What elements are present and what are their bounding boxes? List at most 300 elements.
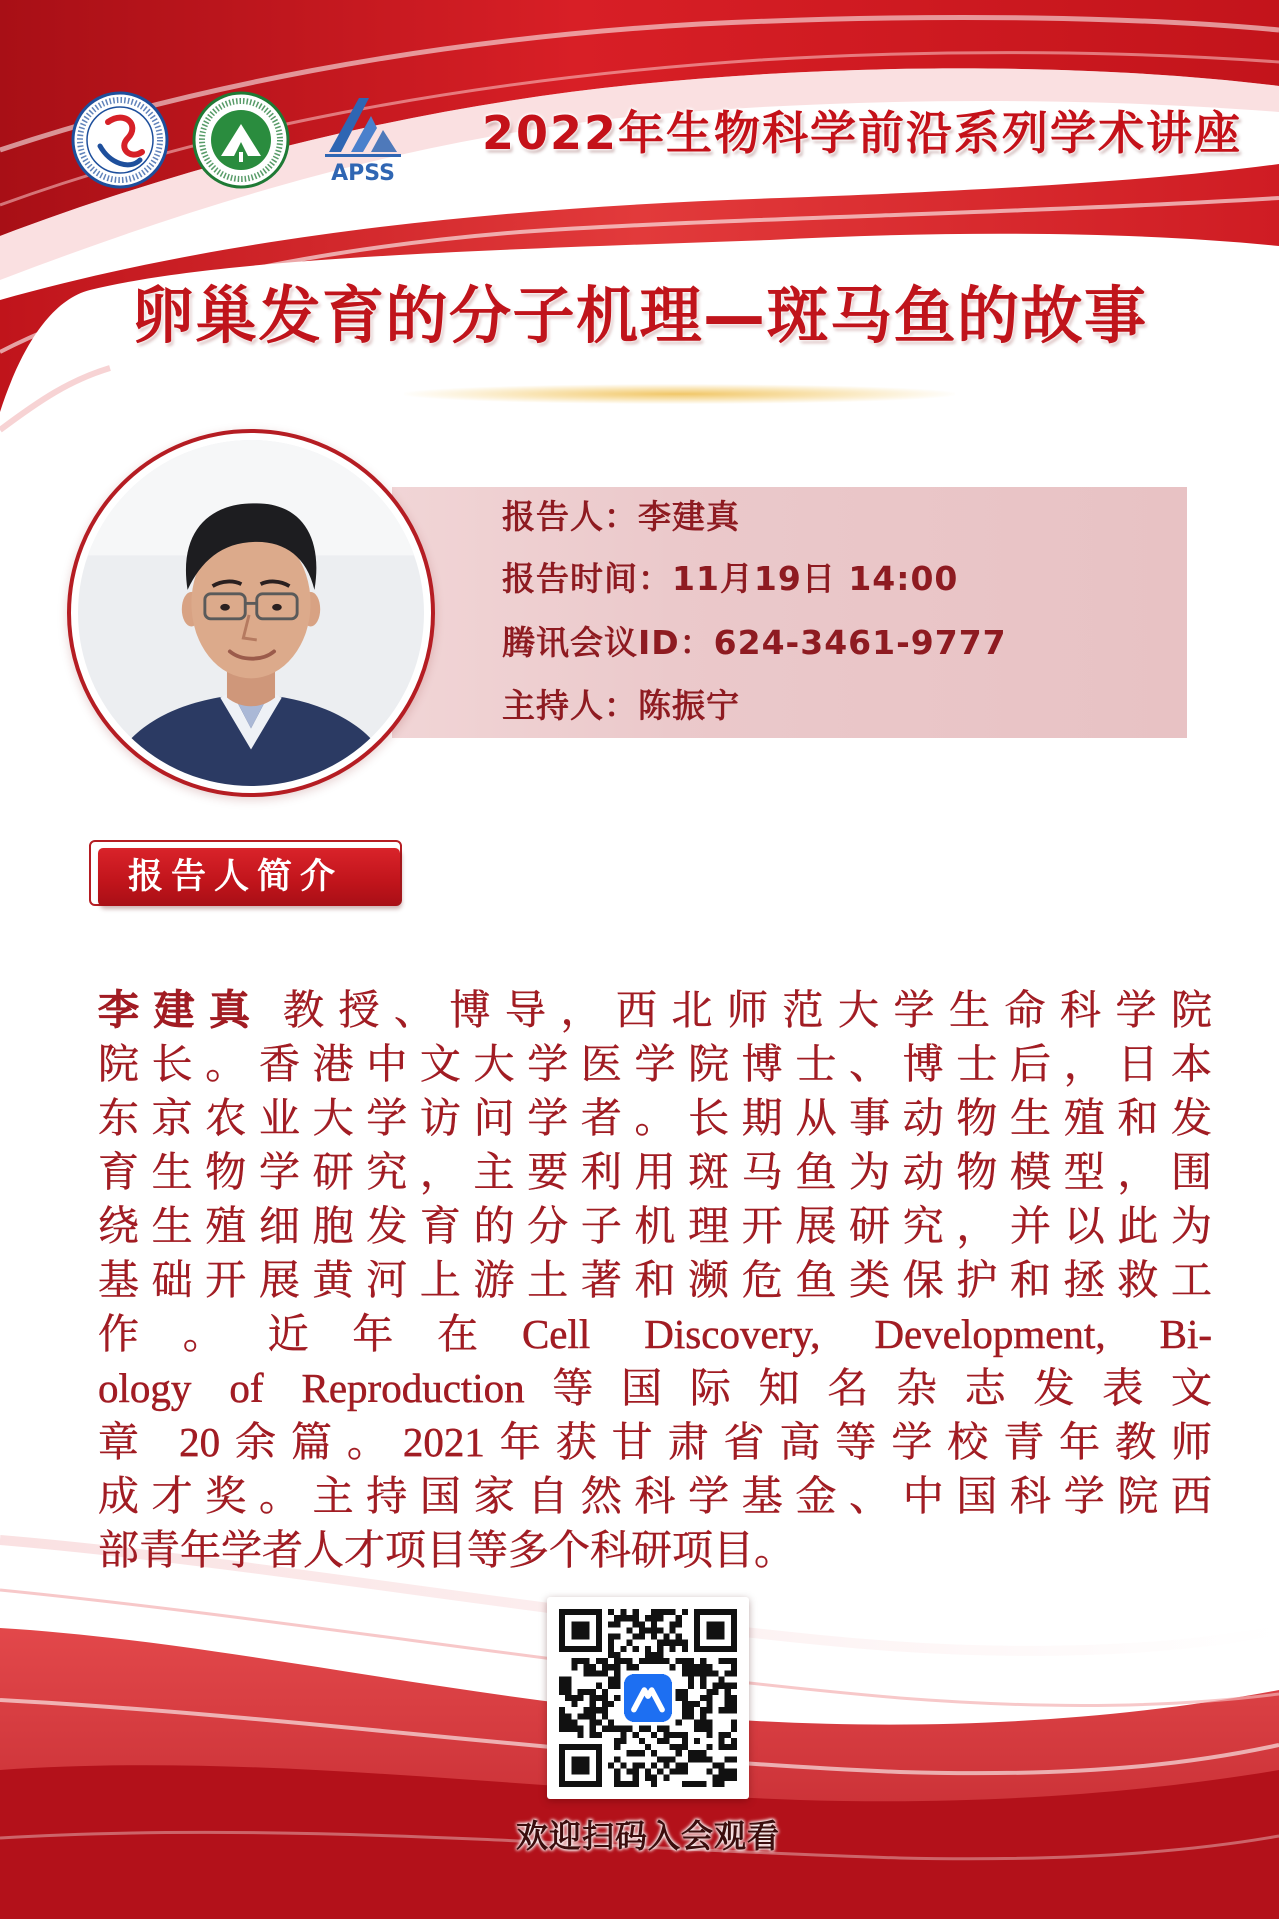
qr-module [590, 1713, 596, 1719]
qr-module [676, 1750, 682, 1756]
qr-finder-pattern [706, 1621, 724, 1639]
info-value: 李建真 [638, 497, 740, 536]
bio-line: 东京农业大学访问学者。长期从事动物生殖和发 [98, 1095, 1212, 1141]
qr-module [627, 1769, 633, 1775]
qr-module [706, 1719, 712, 1725]
info-value: 624-3461-9777 [713, 623, 1007, 662]
qr-module [657, 1756, 663, 1762]
qr-module [719, 1658, 725, 1664]
qr-module [651, 1609, 657, 1615]
qr-module [620, 1609, 626, 1615]
qr-module [565, 1713, 571, 1719]
qr-module [633, 1762, 639, 1768]
qr-module [627, 1640, 633, 1646]
qr-module [731, 1695, 737, 1701]
qr-module [682, 1658, 688, 1664]
qr-module [584, 1658, 590, 1664]
qr-module [614, 1744, 620, 1750]
qr-module [627, 1726, 633, 1732]
qr-module [645, 1615, 651, 1621]
qr-module [700, 1683, 706, 1689]
qr-module [725, 1701, 731, 1707]
qr-module [700, 1713, 706, 1719]
qr-module [645, 1775, 651, 1781]
qr-module [725, 1769, 731, 1775]
qr-module [731, 1683, 737, 1689]
qr-module [731, 1756, 737, 1762]
qr-module [676, 1658, 682, 1664]
qr-module [651, 1658, 657, 1664]
qr-module [663, 1775, 669, 1781]
qr-module [700, 1658, 706, 1664]
series-title: 2022年生物科学前沿系列学术讲座 [481, 106, 1242, 160]
qr-module [694, 1701, 700, 1707]
bio-line: 部青年学者人才项目等多个科研项目。 [98, 1527, 795, 1573]
bio-line: ology of Reproduction等国际知名杂志发表文 [98, 1365, 1212, 1411]
qr-module [706, 1664, 712, 1670]
qr-module [614, 1781, 620, 1787]
qr-module [596, 1683, 602, 1689]
qr-module [731, 1744, 737, 1750]
qr-module [663, 1634, 669, 1640]
qr-module [577, 1713, 583, 1719]
qr-module [645, 1646, 651, 1652]
qr-module [676, 1634, 682, 1640]
section-heading: 报告人简介 [98, 848, 400, 906]
qr-module [663, 1732, 669, 1738]
qr-module [669, 1769, 675, 1775]
info-row-host [502, 684, 740, 728]
qr-module [663, 1640, 669, 1646]
qr-module [559, 1726, 565, 1732]
qr-module [608, 1719, 614, 1725]
qr-module [694, 1670, 700, 1676]
qr-module [719, 1775, 725, 1781]
apss-logo-text: APSS [331, 161, 395, 186]
qr-module [725, 1744, 731, 1750]
qr-module [614, 1615, 620, 1621]
qr-module [590, 1664, 596, 1670]
qr-module [651, 1615, 657, 1621]
qr-module [725, 1775, 731, 1781]
qr-module [657, 1615, 663, 1621]
qr-module [669, 1756, 675, 1762]
qr-module [657, 1627, 663, 1633]
qr-module [725, 1683, 731, 1689]
qr-module [694, 1726, 700, 1732]
qr-finder-pattern [571, 1621, 589, 1639]
qr-module [633, 1621, 639, 1627]
qr-module [706, 1744, 712, 1750]
qr-module [639, 1726, 645, 1732]
qr-module [725, 1756, 731, 1762]
qr-module [651, 1627, 657, 1633]
qr-module [565, 1683, 571, 1689]
info-label: 报告时间： [502, 559, 672, 598]
qr-module [694, 1719, 700, 1725]
qr-module [731, 1658, 737, 1664]
qr-module [669, 1609, 675, 1615]
qr-module [719, 1744, 725, 1750]
gold-divider [404, 384, 955, 404]
university-seal-icon [70, 90, 170, 190]
qr-module [584, 1713, 590, 1719]
qr-module [627, 1658, 633, 1664]
qr-module [571, 1726, 577, 1732]
qr-module [596, 1732, 602, 1738]
info-label: 报告人： [502, 497, 638, 536]
qr-module [608, 1634, 614, 1640]
qr-module [682, 1640, 688, 1646]
qr-module [688, 1670, 694, 1676]
info-value: 11月19日 14:00 [672, 559, 959, 598]
qr-module [651, 1775, 657, 1781]
qr-module [682, 1609, 688, 1615]
qr-module [651, 1652, 657, 1658]
qr-module [614, 1695, 620, 1701]
qr-module [682, 1689, 688, 1695]
qr-module [627, 1627, 633, 1633]
speaker-bio [98, 983, 1212, 1577]
qr-module [663, 1738, 669, 1744]
life-science-school-seal-icon [191, 90, 291, 190]
qr-module [719, 1781, 725, 1787]
bio-line-text: 教授、博导，西北师范大学生命科学院 [282, 987, 1212, 1033]
qr-module [725, 1707, 731, 1713]
qr-module [614, 1775, 620, 1781]
qr-module [651, 1621, 657, 1627]
qr-module [725, 1695, 731, 1701]
qr-module [706, 1701, 712, 1707]
qr-module [688, 1664, 694, 1670]
qr-module [627, 1664, 633, 1670]
qr-module [633, 1769, 639, 1775]
qr-module [694, 1664, 700, 1670]
qr-module [731, 1664, 737, 1670]
qr-module [657, 1726, 663, 1732]
qr-module [731, 1670, 737, 1676]
bio-line: 作。近年在Cell Discovery, Development, Bi- [98, 1311, 1212, 1357]
qr-module [608, 1664, 614, 1670]
qr-module [694, 1756, 700, 1762]
qr-module [633, 1750, 639, 1756]
qr-module [565, 1726, 571, 1732]
qr-module [590, 1701, 596, 1707]
qr-module [559, 1719, 565, 1725]
qr-module [608, 1683, 614, 1689]
qr-module [712, 1670, 718, 1676]
qr-module [688, 1750, 694, 1756]
qr-module [706, 1769, 712, 1775]
qr-module [651, 1750, 657, 1756]
qr-module [614, 1683, 620, 1689]
qr-module [559, 1683, 565, 1689]
qr-module [559, 1707, 565, 1713]
qr-module [663, 1658, 669, 1664]
qr-module [565, 1677, 571, 1683]
qr-module [602, 1726, 608, 1732]
speaker-portrait-illustration [78, 440, 424, 786]
qr-module [657, 1769, 663, 1775]
qr-module [608, 1646, 614, 1652]
qr-module [590, 1732, 596, 1738]
qr-module [633, 1664, 639, 1670]
qr-module [602, 1670, 608, 1676]
qr-module [719, 1738, 725, 1744]
qr-module [700, 1695, 706, 1701]
qr-module [657, 1646, 663, 1652]
qr-module [577, 1658, 583, 1664]
qr-module [688, 1658, 694, 1664]
qr-module [657, 1652, 663, 1658]
qr-finder-pattern [571, 1756, 589, 1774]
qr-module [700, 1781, 706, 1787]
qr-module [700, 1756, 706, 1762]
qr-module [614, 1658, 620, 1664]
qr-module [694, 1781, 700, 1787]
bio-line: 育生物学研究，主要利用斑马鱼为动物模型，围 [98, 1149, 1212, 1195]
qr-module [565, 1695, 571, 1701]
bio-line: 章 20余篇。2021年获甘肃省高等学校青年教师 [98, 1419, 1212, 1465]
qr-module [584, 1707, 590, 1713]
qr-module [590, 1719, 596, 1725]
qr-module [571, 1719, 577, 1725]
qr-module [663, 1762, 669, 1768]
qr-module [731, 1738, 737, 1744]
qr-module [725, 1732, 731, 1738]
qr-module [633, 1609, 639, 1615]
qr-module [731, 1775, 737, 1781]
qr-module [614, 1677, 620, 1683]
qr-module [731, 1707, 737, 1713]
qr-module [608, 1701, 614, 1707]
qr-module [700, 1750, 706, 1756]
qr-module [614, 1756, 620, 1762]
qr-module [663, 1726, 669, 1732]
qr-module [725, 1658, 731, 1664]
qr-module [731, 1769, 737, 1775]
qr-module [669, 1627, 675, 1633]
qr-module [645, 1769, 651, 1775]
qr-module [633, 1615, 639, 1621]
qr-module [688, 1756, 694, 1762]
bio-line: 院长。香港中文大学医学院博士、博士后，日本 [98, 1041, 1212, 1087]
qr-module [596, 1719, 602, 1725]
qr-module [688, 1683, 694, 1689]
qr-module [731, 1701, 737, 1707]
qr-module [700, 1664, 706, 1670]
qr-module [633, 1646, 639, 1652]
qr-module [565, 1719, 571, 1725]
qr-module [633, 1781, 639, 1787]
qr-module [577, 1726, 583, 1732]
qr-module [620, 1658, 626, 1664]
qr-module [663, 1609, 669, 1615]
qr-module [712, 1775, 718, 1781]
info-row-time [502, 557, 958, 601]
qr-module [712, 1781, 718, 1787]
qr-module [682, 1713, 688, 1719]
qr-module [620, 1781, 626, 1787]
qr-module [688, 1677, 694, 1683]
qr-module [614, 1634, 620, 1640]
qr-module [639, 1627, 645, 1633]
qr-module [700, 1670, 706, 1676]
qr-module [645, 1726, 651, 1732]
qr-module [719, 1769, 725, 1775]
bio-line [98, 983, 1212, 1037]
qr-module [633, 1634, 639, 1640]
qr-module [651, 1732, 657, 1738]
qr-module [651, 1634, 657, 1640]
qr-module [676, 1640, 682, 1646]
left-pink-streak [0, 368, 110, 430]
qr-module [571, 1701, 577, 1707]
qr-module [657, 1658, 663, 1664]
qr-module [614, 1670, 620, 1676]
qr-module [627, 1781, 633, 1787]
qr-module [682, 1762, 688, 1768]
qr-module [620, 1646, 626, 1652]
qr-module [676, 1615, 682, 1621]
qr-module [719, 1677, 725, 1683]
qr-module [657, 1738, 663, 1744]
qr-module [688, 1713, 694, 1719]
qr-module [584, 1670, 590, 1676]
qr-module [669, 1732, 675, 1738]
qr-module [627, 1615, 633, 1621]
qr-module [620, 1762, 626, 1768]
qr-module [614, 1621, 620, 1627]
qr-module [620, 1732, 626, 1738]
info-value: 陈振宁 [638, 686, 740, 725]
qr-module [700, 1726, 706, 1732]
qr-module [676, 1744, 682, 1750]
qr-module [688, 1701, 694, 1707]
qr-module [725, 1689, 731, 1695]
talk-info-box [392, 487, 1187, 738]
qr-module [719, 1707, 725, 1713]
qr-module [559, 1689, 565, 1695]
qr-module [688, 1707, 694, 1713]
speaker-photo-frame [67, 429, 435, 797]
qr-module [669, 1646, 675, 1652]
qr-module [596, 1707, 602, 1713]
bio-speaker-name: 李建真 [98, 986, 265, 1034]
qr-module [651, 1762, 657, 1768]
qr-module [590, 1695, 596, 1701]
qr-module [608, 1677, 614, 1683]
qr-module [577, 1695, 583, 1701]
qr-module [682, 1744, 688, 1750]
qr-module [669, 1621, 675, 1627]
qr-module [712, 1689, 718, 1695]
qr-module [614, 1738, 620, 1744]
qr-module [571, 1658, 577, 1664]
qr-module [559, 1677, 565, 1683]
qr-module [676, 1769, 682, 1775]
qr-module [725, 1670, 731, 1676]
qr-module [700, 1719, 706, 1725]
bio-line: 基础开展黄河上游土著和濒危鱼类保护和拯救工 [98, 1257, 1212, 1303]
qr-module [712, 1762, 718, 1768]
qr-module [639, 1762, 645, 1768]
qr-module [706, 1689, 712, 1695]
qr-module [712, 1683, 718, 1689]
qr-module [608, 1762, 614, 1768]
qr-caption: 欢迎扫码入会观看 [515, 1817, 780, 1855]
qr-module [669, 1640, 675, 1646]
qr-module [608, 1609, 614, 1615]
qr-module [669, 1664, 675, 1670]
qr-module [688, 1781, 694, 1787]
qr-module [639, 1738, 645, 1744]
qr-module [620, 1615, 626, 1621]
qr-module [614, 1726, 620, 1732]
qr-module [676, 1695, 682, 1701]
qr-module [608, 1621, 614, 1627]
qr-module [719, 1732, 725, 1738]
qr-module [596, 1658, 602, 1664]
qr-module [602, 1701, 608, 1707]
qr-module [602, 1664, 608, 1670]
qr-module [682, 1738, 688, 1744]
qr-module [565, 1689, 571, 1695]
qr-module [731, 1726, 737, 1732]
qr-module [590, 1689, 596, 1695]
info-row-speaker [502, 495, 740, 539]
qr-module [657, 1609, 663, 1615]
qr-module [614, 1652, 620, 1658]
qr-module [614, 1664, 620, 1670]
qr-module [700, 1707, 706, 1713]
qr-module [602, 1707, 608, 1713]
qr-module [676, 1621, 682, 1627]
qr-module [584, 1689, 590, 1695]
apss-logo-icon [313, 90, 413, 186]
qr-module [669, 1744, 675, 1750]
qr-module [639, 1621, 645, 1627]
qr-module [645, 1744, 651, 1750]
qr-module [608, 1640, 614, 1646]
qr-module [590, 1707, 596, 1713]
qr-module [682, 1707, 688, 1713]
qr-module [706, 1707, 712, 1713]
qr-module [694, 1738, 700, 1744]
qr-module [577, 1689, 583, 1695]
qr-module [620, 1726, 626, 1732]
qr-module [639, 1750, 645, 1756]
qr-module [639, 1634, 645, 1640]
qr-code-pattern [559, 1609, 737, 1787]
info-label: 腾讯会议ID： [502, 623, 714, 662]
qr-module [577, 1732, 583, 1738]
qr-module [682, 1769, 688, 1775]
qr-module [608, 1726, 614, 1732]
qr-module [645, 1627, 651, 1633]
talk-title: 卵巢发育的分子机理—斑马鱼的故事 [131, 279, 1148, 352]
qr-module [706, 1756, 712, 1762]
qr-module [639, 1658, 645, 1664]
qr-module [731, 1719, 737, 1725]
qr-module [706, 1732, 712, 1738]
qr-module [694, 1750, 700, 1756]
qr-module [682, 1646, 688, 1652]
qr-module [682, 1670, 688, 1676]
qr-module [706, 1726, 712, 1732]
qr-module [602, 1713, 608, 1719]
qr-code [547, 1597, 749, 1799]
